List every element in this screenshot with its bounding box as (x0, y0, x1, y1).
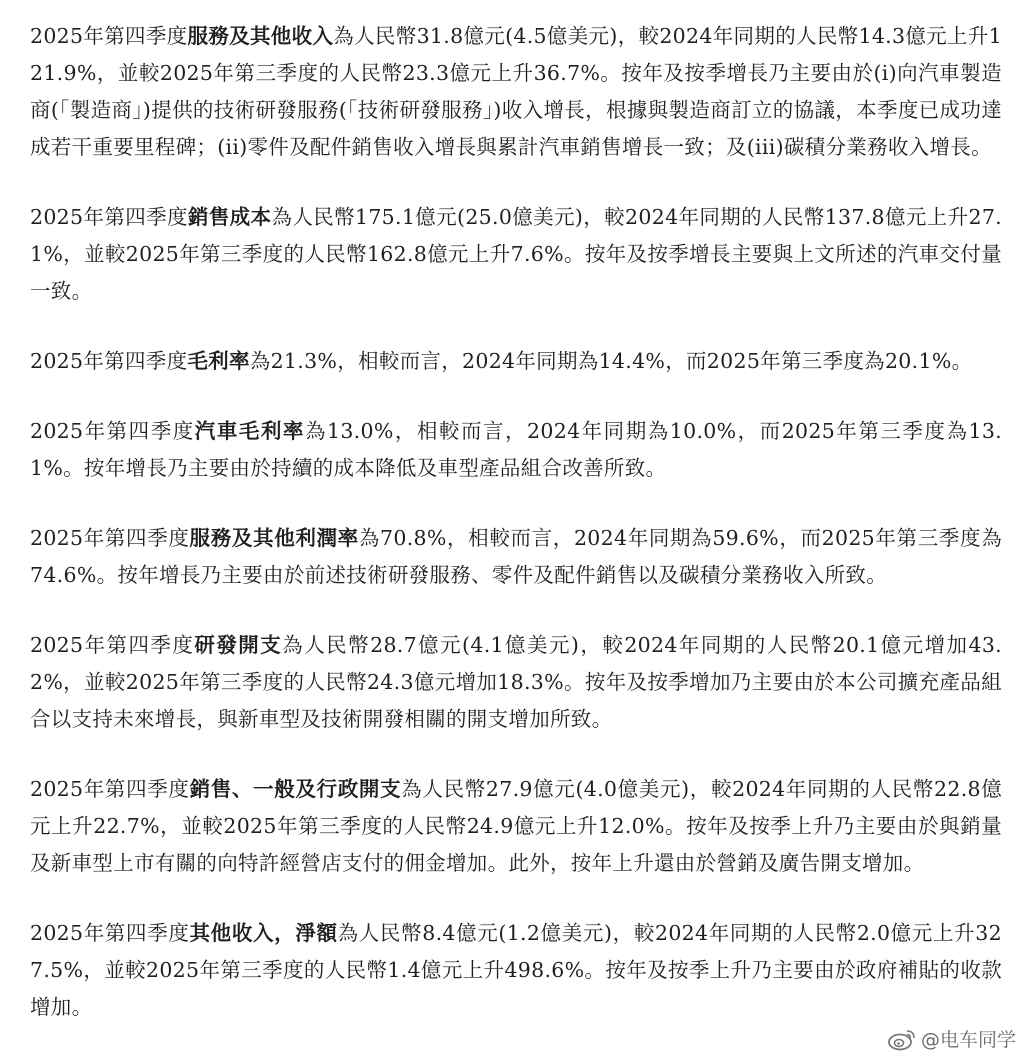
paragraph-term: 其他收入，淨額 (189, 921, 338, 945)
paragraph-body: 為人民幣27.9億元(4.0億美元)，較2024年同期的人民幣22.8億元上升22.7%，並較2025年第三季度的人民幣24.9億元上升12.0%。按年及按季上升乃主要由於與銷量及新車型上市有關的向特許經營店支付的佣金增加。此外，按年上升還由於營銷及廣告開支增加。 (30, 777, 1003, 875)
paragraph-cost-of-sales (30, 199, 1002, 310)
paragraph-term: 服務及其他收入 (187, 24, 334, 48)
paragraph-lead: 2025年第四季度 (30, 526, 190, 550)
paragraph-lead: 2025年第四季度 (30, 921, 190, 945)
paragraph-body: 為70.8%，相較而言，2024年同期為59.6%，而2025年第三季度為74.6%。按年增長乃主要由於前述技術研發服務、零件及配件銷售以及碳積分業務收入所致。 (30, 526, 1002, 587)
watermark-text: @电车同学 (920, 1029, 1016, 1051)
paragraph-lead: 2025年第四季度 (30, 633, 195, 657)
paragraph-lead: 2025年第四季度 (30, 419, 195, 443)
paragraph-body: 為人民幣8.4億元(1.2億美元)，較2024年同期的人民幣2.0億元上升327.5%，並較2025年第三季度的人民幣1.4億元上升498.6%。按年及按季上升乃主要由於政府補貼的收款增加。 (30, 921, 1002, 1019)
paragraph-body: 為人民幣28.7億元(4.1億美元)，較2024年同期的人民幣20.1億元增加43.2%，並較2025年第三季度的人民幣24.3億元增加18.3%。按年及按季增加乃主要由於本公司擴充產品組合以支持未來增長，與新車型及技術開發相關的開支增加所致。 (30, 633, 1002, 731)
paragraph-lead: 2025年第四季度 (30, 349, 188, 373)
watermark (887, 1025, 1016, 1052)
paragraph-term: 研發開支 (194, 633, 283, 657)
paragraph-service-margin (30, 520, 1002, 594)
paragraph-rd-expenses (30, 627, 1002, 738)
paragraph-body: 為人民幣175.1億元(25.0億美元)，較2024年同期的人民幣137.8億元上升27.1%，並較2025年第三季度的人民幣162.8億元上升7.6%。按年及按季增長主要與上文所述的汽車交付量一致。 (30, 205, 1003, 303)
paragraph-term: 服務及其他利潤率 (189, 526, 359, 550)
paragraph-lead: 2025年第四季度 (30, 205, 188, 229)
paragraph-lead: 2025年第四季度 (30, 24, 188, 48)
paragraph-term: 汽車毛利率 (194, 419, 305, 443)
paragraph-body: 為21.3%，相較而言，2024年同期為14.4%，而2025年第三季度為20.1%。 (249, 349, 973, 373)
paragraph-vehicle-margin (30, 413, 1002, 487)
paragraph-term: 銷售成本 (187, 205, 272, 229)
paragraph-service-revenue (30, 18, 1002, 166)
weibo-icon (887, 1027, 917, 1051)
paragraph-lead: 2025年第四季度 (30, 777, 190, 801)
paragraph-term: 銷售、一般及行政開支 (189, 777, 402, 801)
paragraph-term: 毛利率 (187, 349, 250, 373)
paragraph-body: 為13.0%，相較而言，2024年同期為10.0%，而2025年第三季度為13.1%。按年增長乃主要由於持續的成本降低及車型產品組合改善所致。 (30, 419, 1003, 480)
paragraph-gross-margin (30, 343, 1002, 380)
paragraph-body: 為人民幣31.8億元(4.5億美元)，較2024年同期的人民幣14.3億元上升121.9%，並較2025年第三季度的人民幣23.3億元上升36.7%。按年及按季增長乃主要由於(i)向汽車製造商(「製造商」)提供的技術研發服務(「技術研發服務」)收入增長，根據與製造商訂立的協議，本季度已成功達成若干重要里程碑；(ii)零件及配件銷售收入增長與累計汽車銷售增長一致；及(iii)碳積分業務收入增長。 (30, 24, 1002, 159)
paragraph-sga-expenses (30, 771, 1002, 882)
paragraph-other-income (30, 915, 1002, 1026)
